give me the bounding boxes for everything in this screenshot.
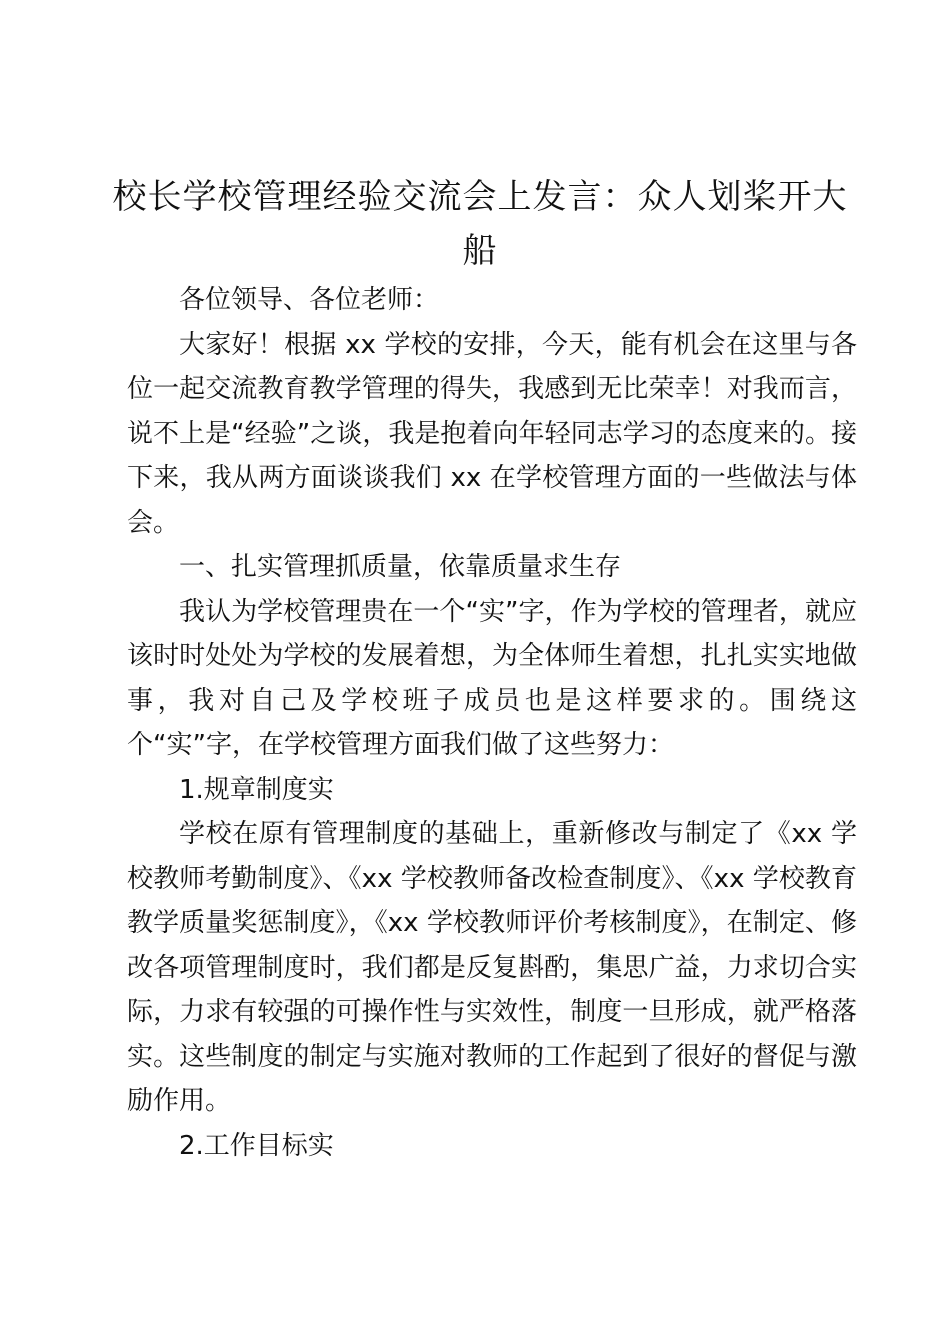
subheading-1: 1.规章制度实 (179, 774, 334, 805)
opening-paragraph: 大家好！根据 xx 学校的安排，今天，能有机会在这里与各位一起交流教育教学管理的得失，我感到无比荣幸！对我而言，说不上是“经验”之谈，我是抱着向年轻同志学习的态度来的。接下来，我从两方面谈谈我们 xx 在学校管理方面的一些做法与体会。 (127, 329, 857, 538)
subsection-1-paragraph: 学校在原有管理制度的基础上，重新修改与制定了《xx 学校教师考勤制度》、《xx 学校教师备改检查制度》、《xx 学校教育教学质量奖惩制度》，《xx 学校教师评价考核制度》，在制定、修改各项管理制度时，我们都是反复斟酌，集思广益，力求切合实际，力求有较强的可操作性与实效性，制度一旦形成，就严格落实。这些制度的制定与实施对教师的工作起到了很好的督促与激励作用。 (127, 819, 857, 1116)
section-1-paragraph: 我认为学校管理贵在一个“实”字，作为学校的管理者，就应该时时处处为学校的发展着想，为全体师生着想，扎扎实实地做事，我对自己及学校班子成员也是这样要求的。围绕这个“实”字，在学校管理方面我们做了这些努力： (127, 596, 857, 760)
document-body (127, 278, 857, 1168)
document-title: 校长学校管理经验交流会上发言：众人划桨开大船 (112, 177, 848, 271)
section-heading-1: 一、扎实管理抓质量，依靠质量求生存 (179, 552, 622, 582)
salutation-paragraph: 各位领导、各位老师： (179, 285, 440, 315)
subheading-2: 2.工作目标实 (179, 1130, 334, 1161)
